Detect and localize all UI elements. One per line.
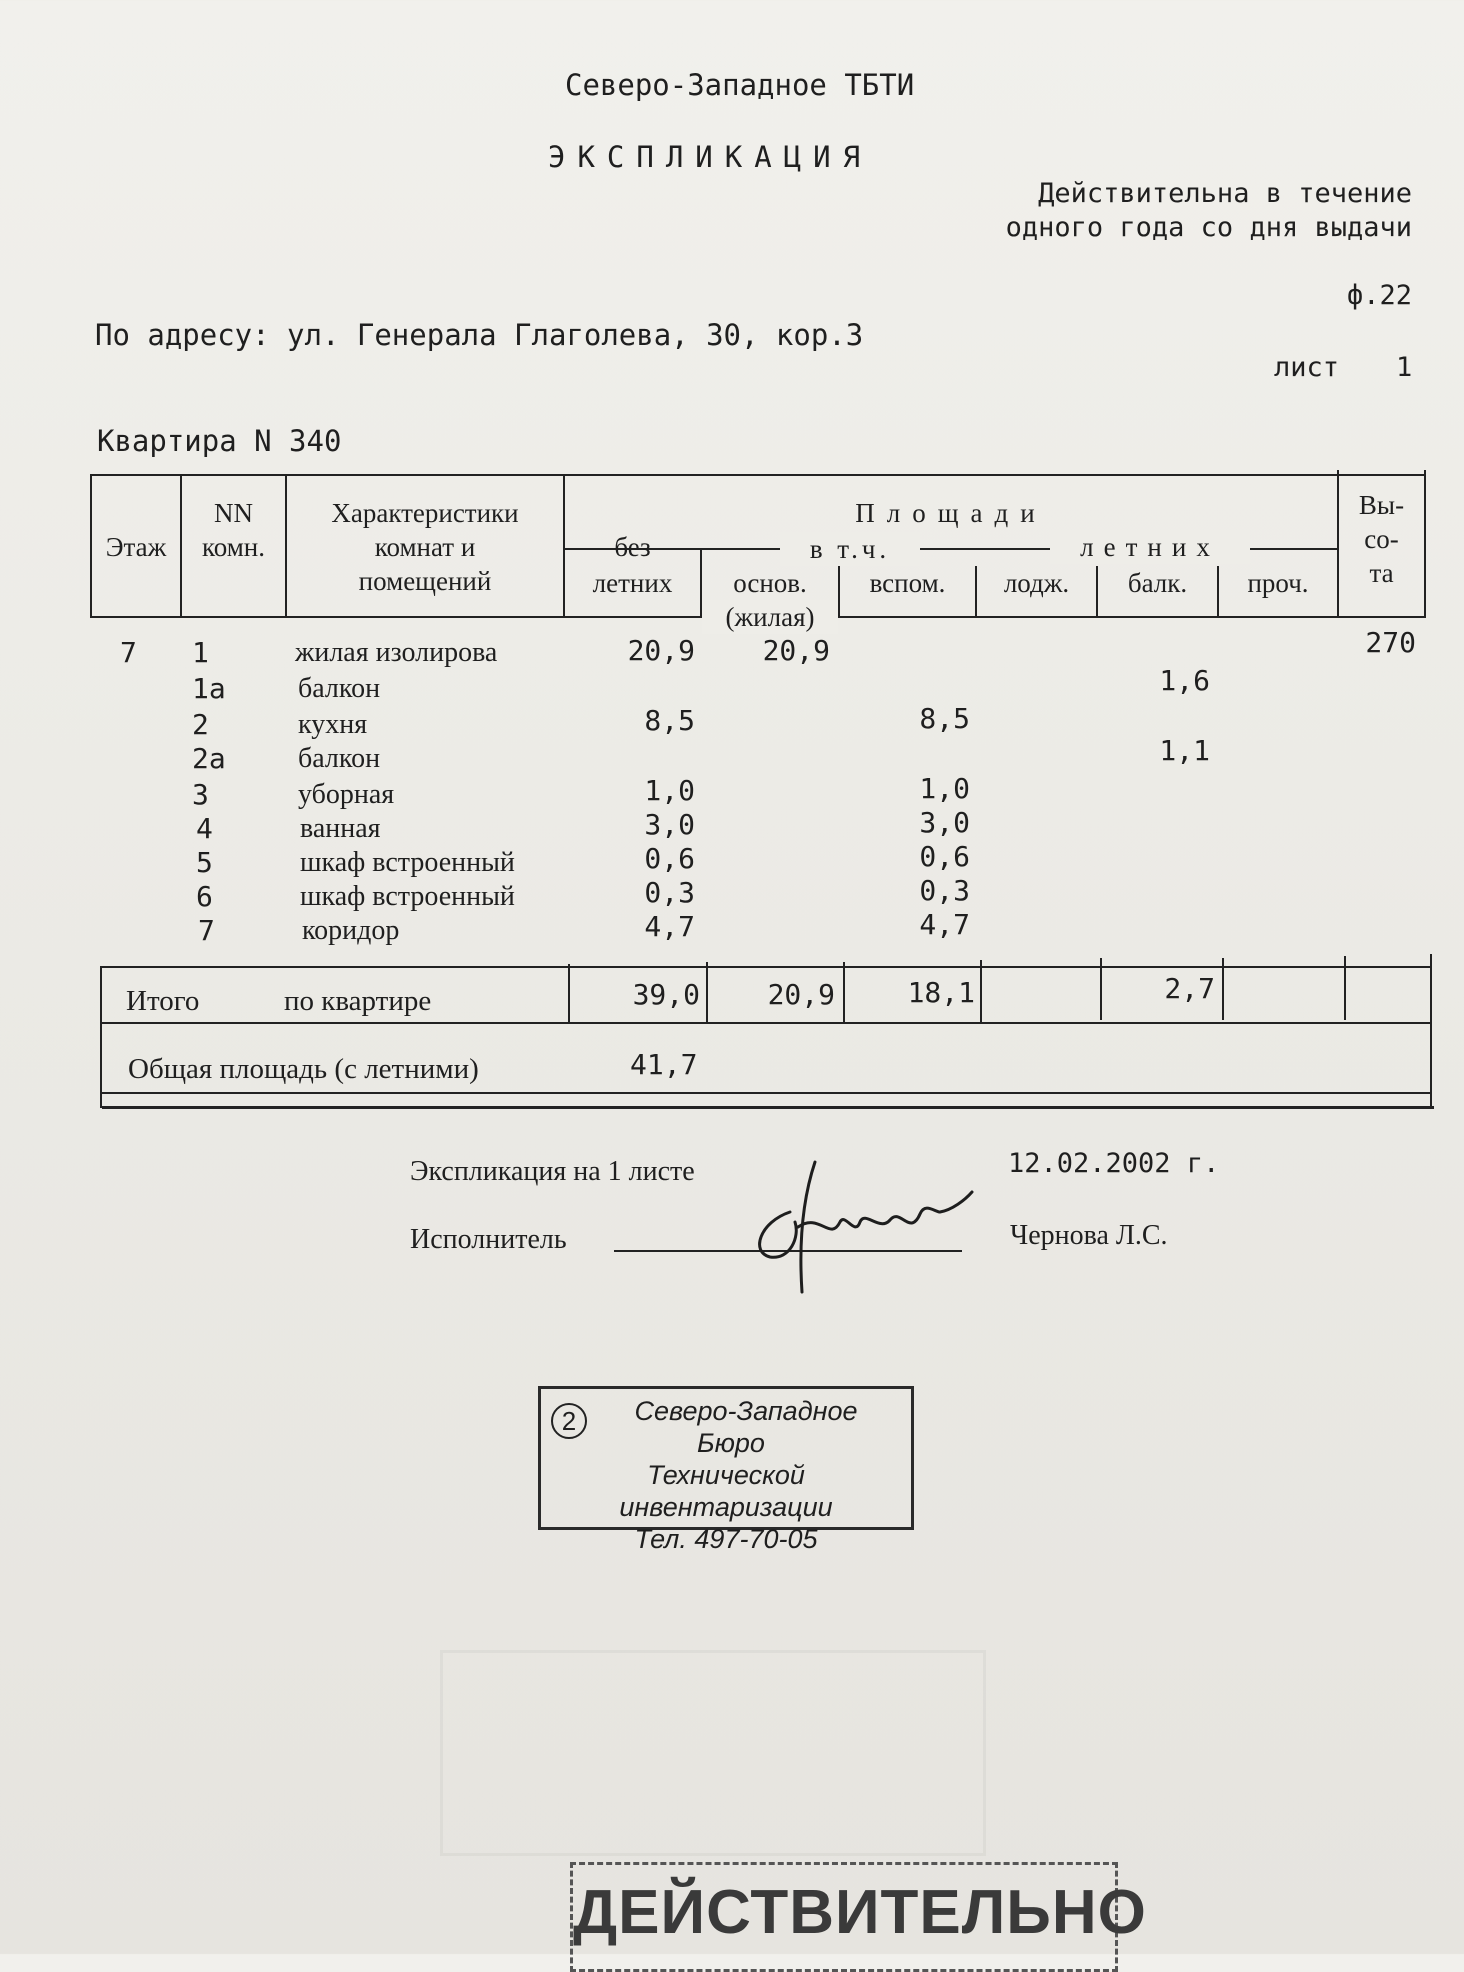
- total-cell: 8,5: [644, 704, 695, 737]
- stamp-line-1: Северо-Западное: [634, 1396, 858, 1426]
- sheet-number: 1: [1396, 352, 1413, 383]
- bureau-stamp: [538, 1386, 914, 1554]
- main-cell: 20,9: [762, 634, 830, 667]
- floor-cell: 7: [120, 636, 137, 669]
- executor-name: Чернова Л.С.: [1010, 1220, 1168, 1251]
- address: По адресу: ул. Генерала Глаголева, 30, кор.3: [95, 318, 864, 352]
- height-cell: 270: [1365, 626, 1416, 659]
- header-nn: NN: [214, 498, 253, 528]
- name-cell: кухня: [298, 709, 368, 740]
- header-summer: летних: [1050, 530, 1250, 564]
- aux-cell: 3,0: [919, 806, 970, 839]
- balcony-cell: 1,6: [1159, 664, 1210, 697]
- organization-name: Северо-Западное ТБТИ: [565, 68, 915, 102]
- totals-aux: 18,1: [907, 976, 975, 1009]
- name-cell: ванная: [300, 813, 381, 844]
- signature: [720, 1152, 980, 1302]
- validity-line-2: одного года со дня выдачи: [1005, 212, 1412, 243]
- header-areas: Площади: [855, 498, 1047, 528]
- totals-label-apartment: по квартире: [284, 985, 432, 1017]
- room-cell: 1: [192, 636, 209, 669]
- totals-total: 39,0: [632, 978, 700, 1011]
- name-cell: уборная: [298, 779, 395, 810]
- aux-cell: 0,6: [919, 840, 970, 873]
- header-char-3: помещений: [358, 566, 492, 596]
- header-other: проч.: [1247, 568, 1309, 598]
- header-aux: вспом.: [869, 568, 946, 598]
- room-cell: 6: [196, 880, 213, 913]
- header-loggia: лодж.: [1003, 568, 1070, 598]
- totals-main: 20,9: [767, 978, 835, 1011]
- document-title: ЭКСПЛИКАЦИЯ: [548, 140, 873, 174]
- sheet-label: лист: [1274, 352, 1340, 383]
- issue-date: 12.02.2002 г.: [1008, 1148, 1220, 1179]
- room-cell: 2: [192, 708, 209, 741]
- header-including: в т.ч.: [780, 532, 920, 566]
- header-without-summer-1: без: [614, 532, 651, 562]
- header-height-2: со-: [1364, 524, 1399, 554]
- room-cell: 4: [196, 812, 213, 845]
- header-floor: Этаж: [105, 532, 167, 562]
- header-room: комн.: [201, 532, 266, 562]
- total-cell: 0,6: [644, 842, 695, 875]
- aux-cell: 4,7: [919, 908, 970, 941]
- total-cell: 20,9: [627, 634, 695, 667]
- room-cell: 7: [198, 914, 215, 947]
- name-cell: шкаф встроенный: [300, 881, 515, 912]
- header-main-2: (жилая): [702, 600, 838, 634]
- totals-label: Итого: [126, 985, 200, 1017]
- room-cell: 1а: [192, 672, 226, 705]
- header-char-2: комнат и: [374, 532, 476, 562]
- header-char-1: Характеристики: [331, 498, 519, 528]
- room-cell: 3: [192, 778, 209, 811]
- name-cell: балкон: [298, 743, 381, 774]
- aux-cell: 8,5: [919, 702, 970, 735]
- header-height-3: та: [1369, 558, 1394, 588]
- name-cell: шкаф встроенный: [300, 847, 515, 878]
- header-main-1: основ.: [733, 568, 807, 598]
- header-balcony: балк.: [1127, 568, 1188, 598]
- header-height-1: Вы-: [1358, 490, 1405, 520]
- overall-area-value: 41,7: [630, 1048, 698, 1081]
- valid-stamp: ДЕЙСТВИТЕЛЬНО: [570, 1862, 1118, 1972]
- validity-line-1: Действительна в течение: [1038, 178, 1412, 209]
- total-cell: 4,7: [644, 910, 695, 943]
- ghost-imprint: [440, 1650, 986, 1856]
- form-number: ф.22: [1346, 280, 1412, 311]
- balcony-cell: 1,1: [1159, 734, 1210, 767]
- header-without-summer-2: летних: [592, 568, 673, 598]
- name-cell: балкон: [298, 673, 381, 704]
- name-cell: коридор: [302, 915, 400, 946]
- room-cell: 5: [196, 846, 213, 879]
- aux-cell: 0,3: [919, 874, 970, 907]
- executor-label: Исполнитель: [410, 1224, 567, 1255]
- total-cell: 0,3: [644, 876, 695, 909]
- name-cell: жилая изолирова: [295, 637, 498, 668]
- aux-cell: 1,0: [919, 772, 970, 805]
- stamp-number: 2: [551, 1403, 587, 1439]
- sheets-count: Экспликация на 1 листе: [410, 1156, 695, 1187]
- stamp-line-2: Бюро: [697, 1428, 765, 1458]
- totals-balcony: 2,7: [1164, 972, 1215, 1005]
- total-cell: 1,0: [644, 774, 695, 807]
- stamp-line-3: Технической инвентаризации: [619, 1460, 833, 1522]
- stamp-line-4: Тел. 497-70-05: [634, 1524, 818, 1554]
- overall-area-label: Общая площадь (с летними): [128, 1053, 479, 1085]
- total-cell: 3,0: [644, 808, 695, 841]
- room-cell: 2а: [192, 742, 226, 775]
- apartment-number: Квартира N 340: [97, 424, 342, 458]
